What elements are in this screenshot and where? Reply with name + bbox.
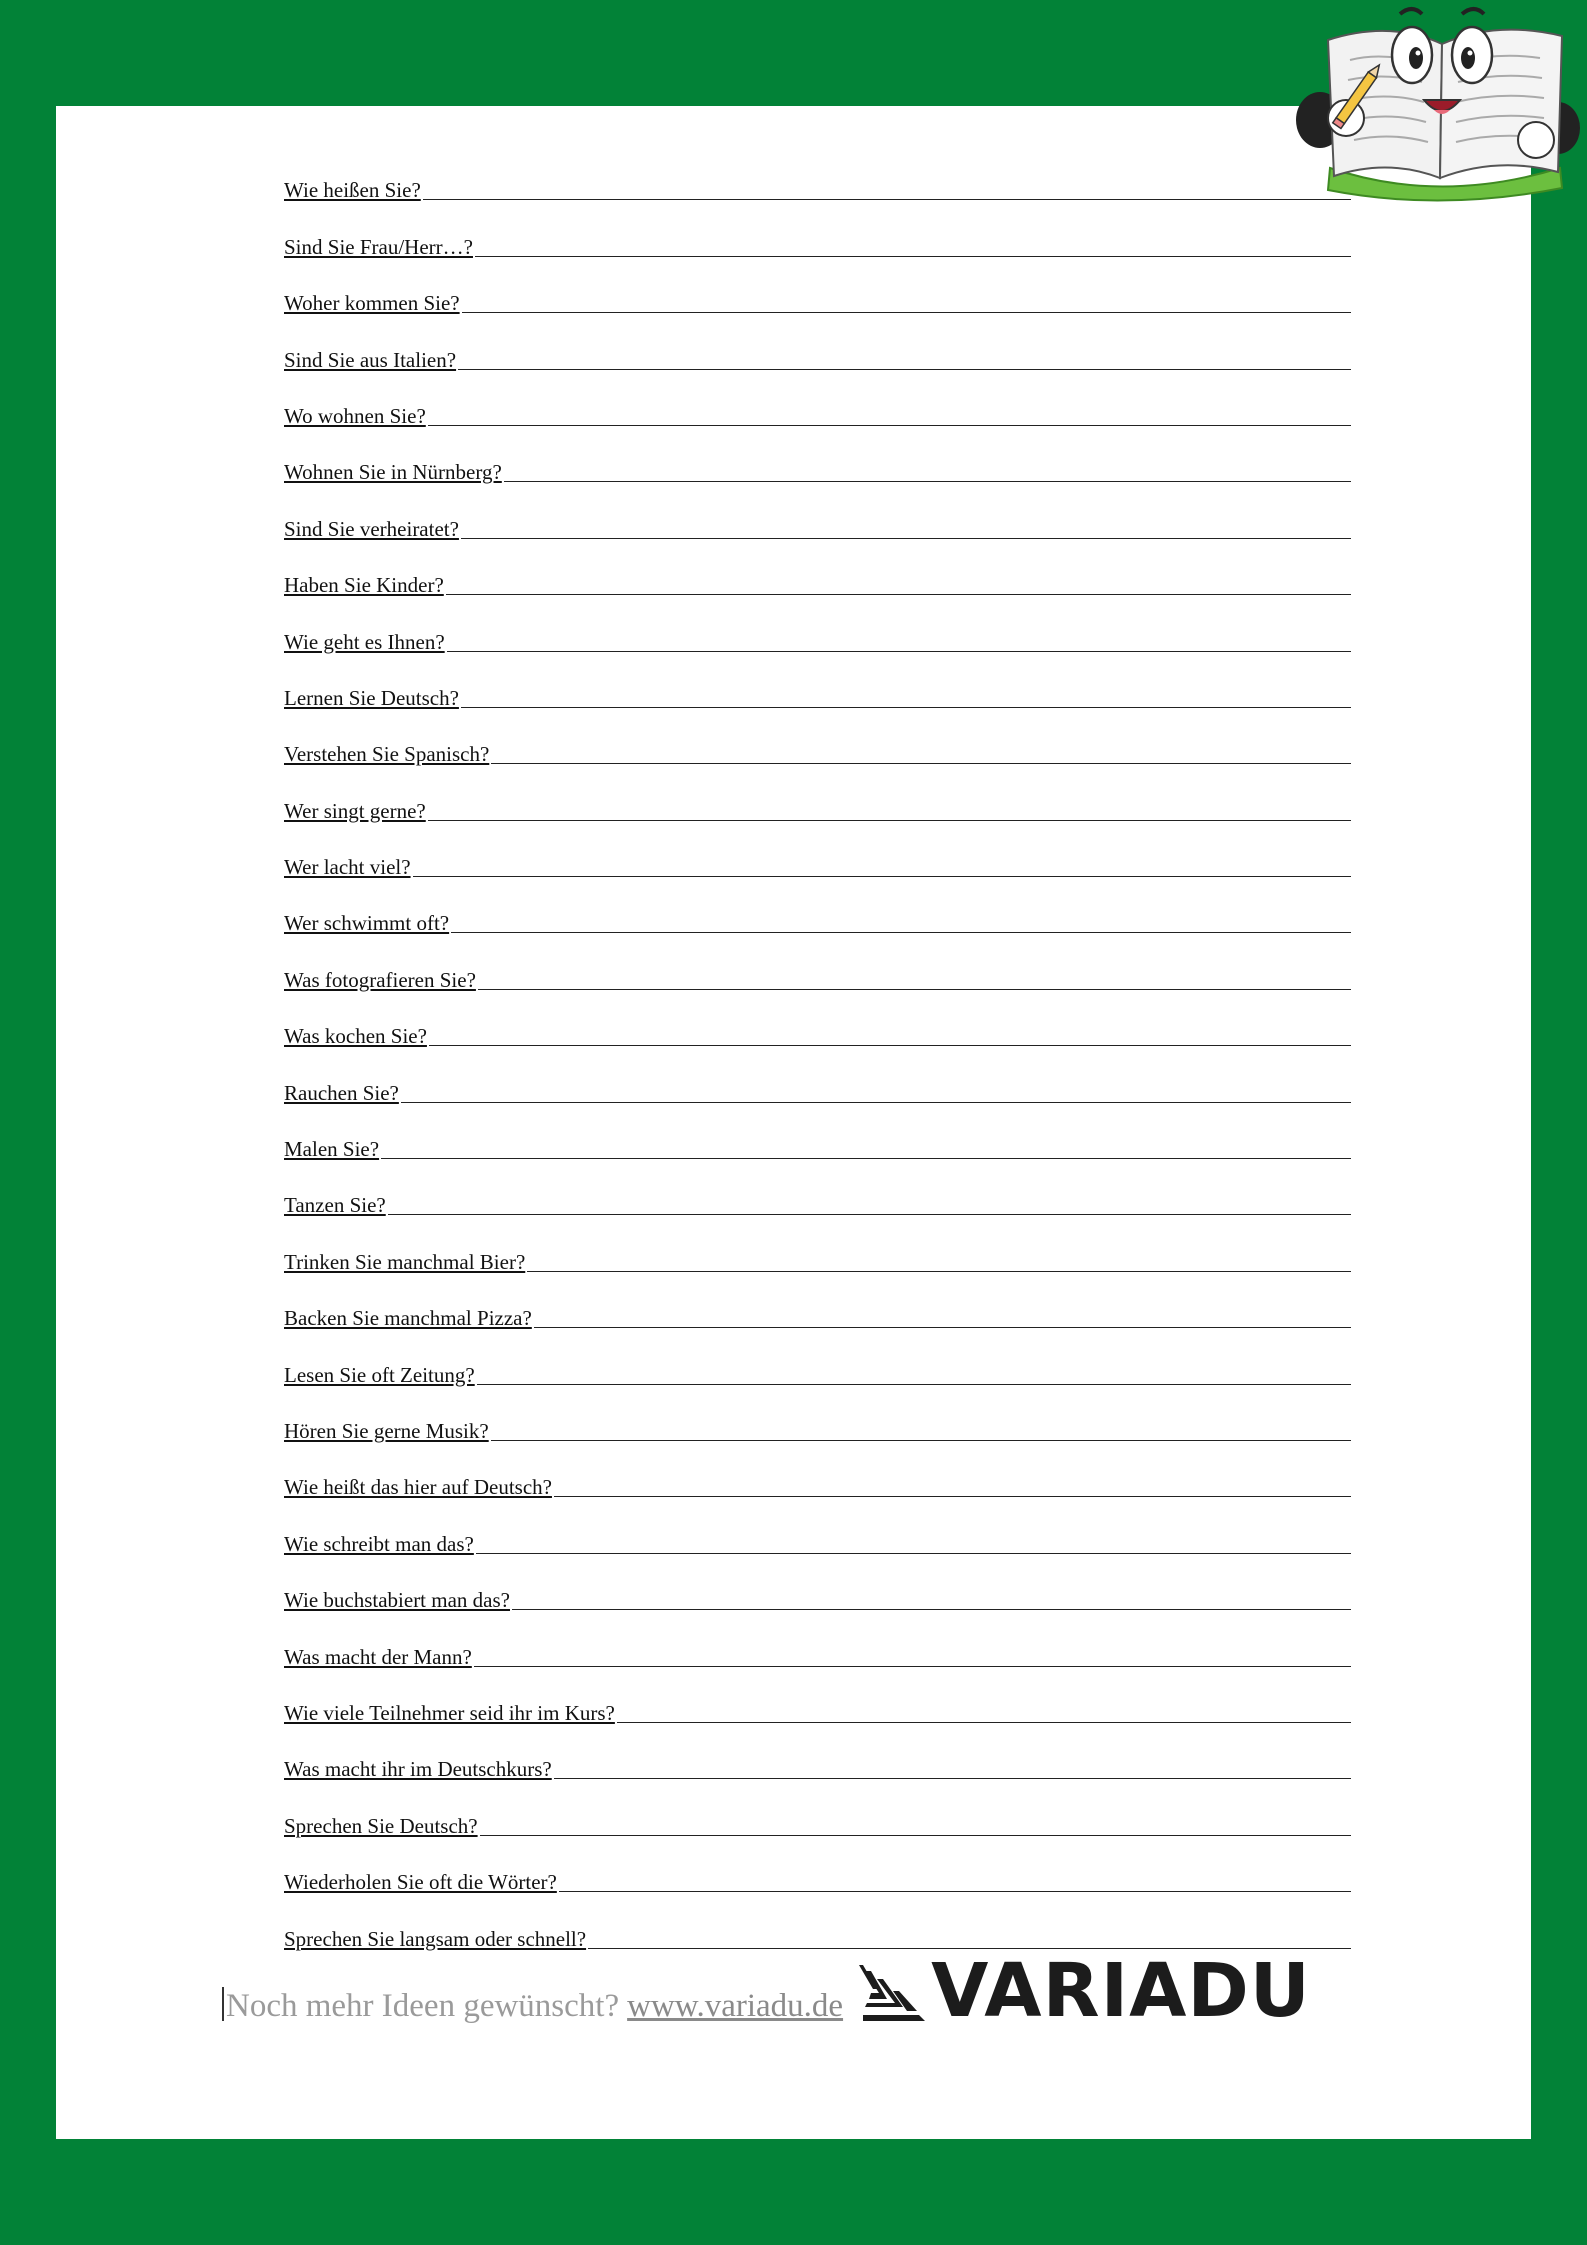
question-text: Woher kommen Sie?: [284, 291, 460, 316]
question-row: [284, 541, 1351, 597]
question-row: [284, 1387, 1351, 1443]
question-text: Lesen Sie oft Zeitung?: [284, 1362, 475, 1387]
answer-line[interactable]: [388, 1213, 1351, 1215]
question-row: [284, 1669, 1351, 1725]
answer-line[interactable]: [527, 1270, 1351, 1272]
answer-line[interactable]: [461, 706, 1351, 708]
answer-line[interactable]: [461, 537, 1351, 539]
book-mascot-icon: [1290, 0, 1587, 205]
question-text: Sind Sie aus Italien?: [284, 347, 457, 372]
question-row: [284, 484, 1351, 540]
answer-line[interactable]: [447, 650, 1351, 652]
answer-line[interactable]: [559, 1890, 1351, 1892]
question-row: [284, 1499, 1351, 1555]
answer-line[interactable]: [381, 1157, 1351, 1159]
question-text: Wie schreibt man das?: [284, 1531, 474, 1556]
question-text: Rauchen Sie?: [284, 1080, 399, 1105]
question-row: [284, 1612, 1351, 1668]
question-text: Backen Sie manchmal Pizza?: [284, 1306, 532, 1331]
footer-text: Noch mehr Ideen gewünscht?: [226, 1987, 620, 2024]
question-row: [284, 654, 1351, 710]
question-text: Sprechen Sie Deutsch?: [284, 1813, 478, 1838]
question-row: [284, 372, 1351, 428]
answer-line[interactable]: [478, 988, 1351, 990]
question-text: Malen Sie?: [284, 1137, 380, 1162]
answer-line[interactable]: [480, 1834, 1351, 1836]
question-row: [284, 597, 1351, 653]
question-text: Was fotografieren Sie?: [284, 967, 476, 992]
question-row: [284, 1330, 1351, 1386]
variadu-logo-mark-icon: [859, 1961, 929, 2023]
footer: [222, 1948, 1311, 2034]
question-text: Wer singt gerne?: [284, 798, 426, 823]
answer-line[interactable]: [474, 1665, 1351, 1667]
question-text: Was macht ihr im Deutschkurs?: [284, 1757, 552, 1782]
question-row: [284, 992, 1351, 1048]
question-text: Wer schwimmt oft?: [284, 911, 450, 936]
question-row: [284, 1217, 1351, 1273]
answer-line[interactable]: [458, 368, 1351, 370]
answer-line[interactable]: [617, 1721, 1351, 1723]
question-row: [284, 1838, 1351, 1894]
question-row: [284, 1443, 1351, 1499]
answer-line[interactable]: [429, 1044, 1351, 1046]
question-row: [284, 1781, 1351, 1837]
answer-line[interactable]: [504, 480, 1351, 482]
answer-line[interactable]: [423, 198, 1351, 200]
question-text: Lernen Sie Deutsch?: [284, 685, 459, 710]
question-row: [284, 1048, 1351, 1104]
answer-line[interactable]: [401, 1101, 1351, 1103]
worksheet-page: [56, 106, 1531, 2139]
answer-line[interactable]: [413, 875, 1351, 877]
question-row: [284, 1161, 1351, 1217]
question-row: [284, 1725, 1351, 1781]
answer-line[interactable]: [491, 762, 1351, 764]
question-text: Sind Sie Frau/Herr…?: [284, 234, 473, 259]
question-row: [284, 202, 1351, 258]
question-text: Wo wohnen Sie?: [284, 403, 426, 428]
question-text: Sprechen Sie langsam oder schnell?: [284, 1926, 587, 1951]
question-text: Haben Sie Kinder?: [284, 573, 444, 598]
answer-line[interactable]: [476, 1552, 1351, 1554]
answer-line[interactable]: [428, 424, 1351, 426]
answer-line[interactable]: [491, 1439, 1351, 1441]
question-row: [284, 1894, 1351, 1950]
answer-line[interactable]: [554, 1777, 1351, 1779]
question-text: Tanzen Sie?: [284, 1193, 386, 1218]
question-text: Wie geht es Ihnen?: [284, 629, 445, 654]
question-text: Wie viele Teilnehmer seid ihr im Kurs?: [284, 1700, 615, 1725]
question-row: [284, 766, 1351, 822]
answer-line[interactable]: [446, 593, 1351, 595]
answer-line[interactable]: [462, 311, 1351, 313]
question-text: Wie heißen Sie?: [284, 178, 421, 203]
question-text: Hören Sie gerne Musik?: [284, 1418, 489, 1443]
question-list: [284, 146, 1351, 1951]
question-row: [284, 935, 1351, 991]
question-row: [284, 1274, 1351, 1330]
answer-line[interactable]: [475, 255, 1351, 257]
question-row: [284, 879, 1351, 935]
question-text: Trinken Sie manchmal Bier?: [284, 1249, 526, 1274]
question-text: Was macht der Mann?: [284, 1644, 472, 1669]
question-text: Wie heißt das hier auf Deutsch?: [284, 1475, 552, 1500]
answer-line[interactable]: [534, 1326, 1351, 1328]
text-cursor: [222, 1987, 224, 2021]
question-row: [284, 823, 1351, 879]
brand-logo: [859, 1948, 1311, 2034]
question-text: Sind Sie verheiratet?: [284, 516, 459, 541]
answer-line[interactable]: [512, 1608, 1351, 1610]
question-row: [284, 315, 1351, 371]
answer-line[interactable]: [428, 819, 1351, 821]
question-text: Was kochen Sie?: [284, 1024, 427, 1049]
question-row: [284, 710, 1351, 766]
question-text: Verstehen Sie Spanisch?: [284, 742, 490, 767]
footer-link[interactable]: www.variadu.de: [627, 1987, 844, 2024]
question-row: [284, 146, 1351, 202]
question-text: Wohnen Sie in Nürnberg?: [284, 460, 502, 485]
answer-line[interactable]: [451, 931, 1351, 933]
brand-name: VARIADU: [931, 1948, 1311, 2034]
question-row: [284, 1556, 1351, 1612]
question-row: [284, 1105, 1351, 1161]
question-row: [284, 259, 1351, 315]
answer-line[interactable]: [554, 1495, 1351, 1497]
question-row: [284, 428, 1351, 484]
question-text: Wie buchstabiert man das?: [284, 1588, 510, 1613]
answer-line[interactable]: [477, 1383, 1351, 1385]
question-text: Wiederholen Sie oft die Wörter?: [284, 1870, 557, 1895]
question-text: Wer lacht viel?: [284, 855, 411, 880]
